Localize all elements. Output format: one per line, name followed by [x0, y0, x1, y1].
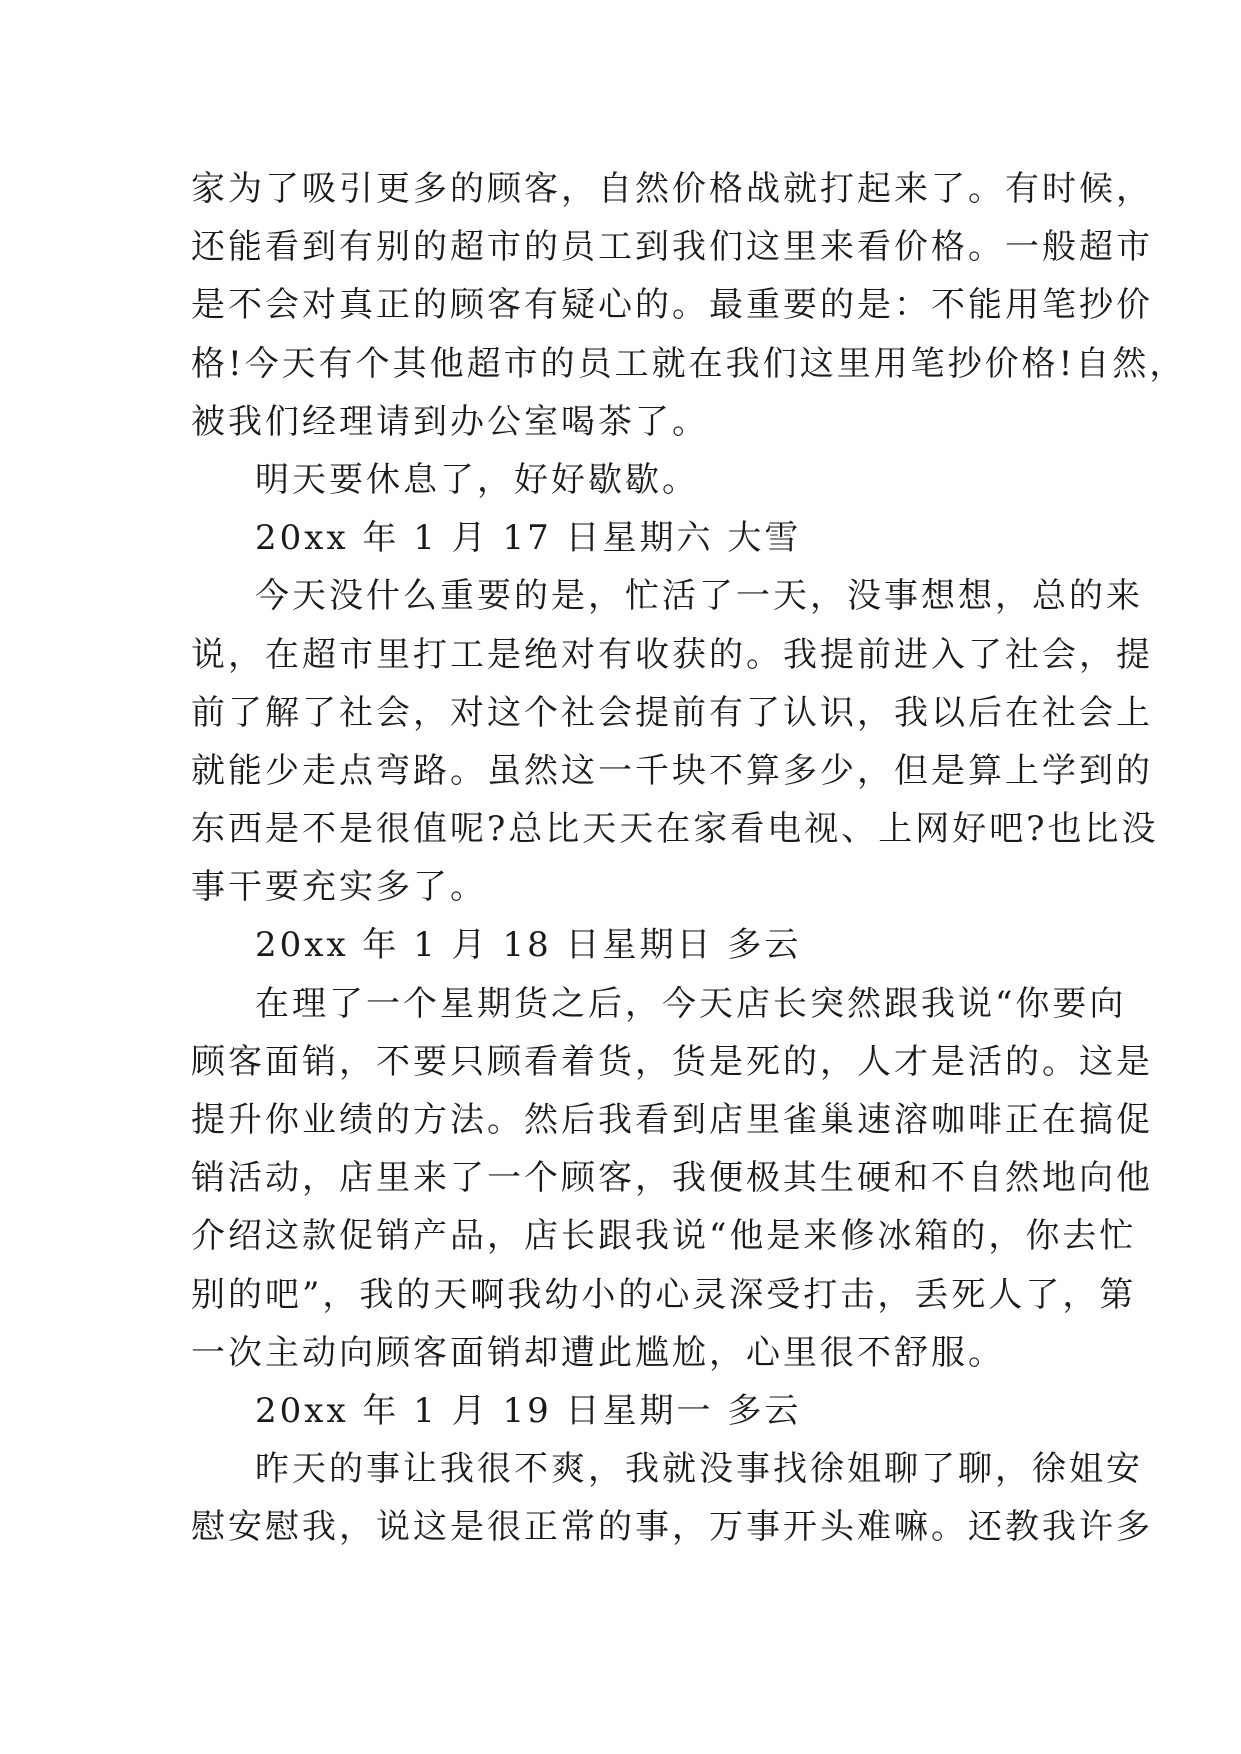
text-line: 是不会对真正的顾客有疑心的。最重要的是：不能用笔抄价	[191, 285, 1153, 326]
text-line: 在理了一个星期货之后，今天店长突然跟我说“你要向	[255, 983, 1127, 1024]
date-heading: 20xx 年 1 月 17 日星期六 大雪	[255, 518, 802, 559]
text-line: 前了解了社会，对这个社会提前有了认识，我以后在社会上	[191, 692, 1153, 733]
text-line: 慰安慰我，说这是很正常的事，万事开头难嘛。还教我许多	[191, 1507, 1153, 1548]
date-heading: 20xx 年 1 月 19 日星期一 多云	[255, 1390, 802, 1431]
text-line: 被我们经理请到办公室喝茶了。	[191, 401, 709, 442]
text-line: 事干要充实多了。	[191, 867, 487, 908]
text-line: 家为了吸引更多的顾客，自然价格战就打起来了。有时候，	[191, 169, 1153, 209]
text-line: 还能看到有别的超市的员工到我们这里来看价格。一般超市	[191, 227, 1153, 268]
document-body	[191, 160, 1187, 1557]
text-line: 就能少走点弯路。虽然这一千块不算多少，但是算上学到的	[191, 750, 1153, 791]
text-line: 东西是不是很值呢?总比天天在家看电视、上网好吧?也比没	[191, 809, 1159, 850]
text-line: 介绍这款促销产品，店长跟我说“他是来修冰箱的，你去忙	[191, 1216, 1137, 1257]
text-line: 别的吧”，我的天啊我幼小的心灵深受打击，丢死人了，第	[191, 1274, 1137, 1315]
text-line: 说，在超市里打工是绝对有收获的。我提前进入了社会，提	[191, 634, 1153, 675]
text-line: 格!今天有个其他超市的员工就在我们这里用笔抄价格!自然，	[191, 343, 1187, 384]
date-heading: 20xx 年 1 月 18 日星期日 多云	[255, 925, 802, 966]
text-line: 销活动，店里来了一个顾客，我便极其生硬和不自然地向他	[191, 1158, 1153, 1199]
text-line: 顾客面销，不要只顾看着货，货是死的，人才是活的。这是	[191, 1041, 1153, 1082]
text-line: 昨天的事让我很不爽，我就没事找徐姐聊了聊，徐姐安	[255, 1449, 1143, 1490]
text-line: 今天没什么重要的是，忙活了一天，没事想想，总的来	[255, 576, 1143, 617]
text-line: 提升你业绩的方法。然后我看到店里雀巢速溶咖啡正在搞促	[191, 1100, 1153, 1140]
text-line: 明天要休息了，好好歇歇。	[255, 459, 699, 500]
text-line: 一次主动向顾客面销却遭此尴尬，心里很不舒服。	[191, 1332, 1005, 1373]
